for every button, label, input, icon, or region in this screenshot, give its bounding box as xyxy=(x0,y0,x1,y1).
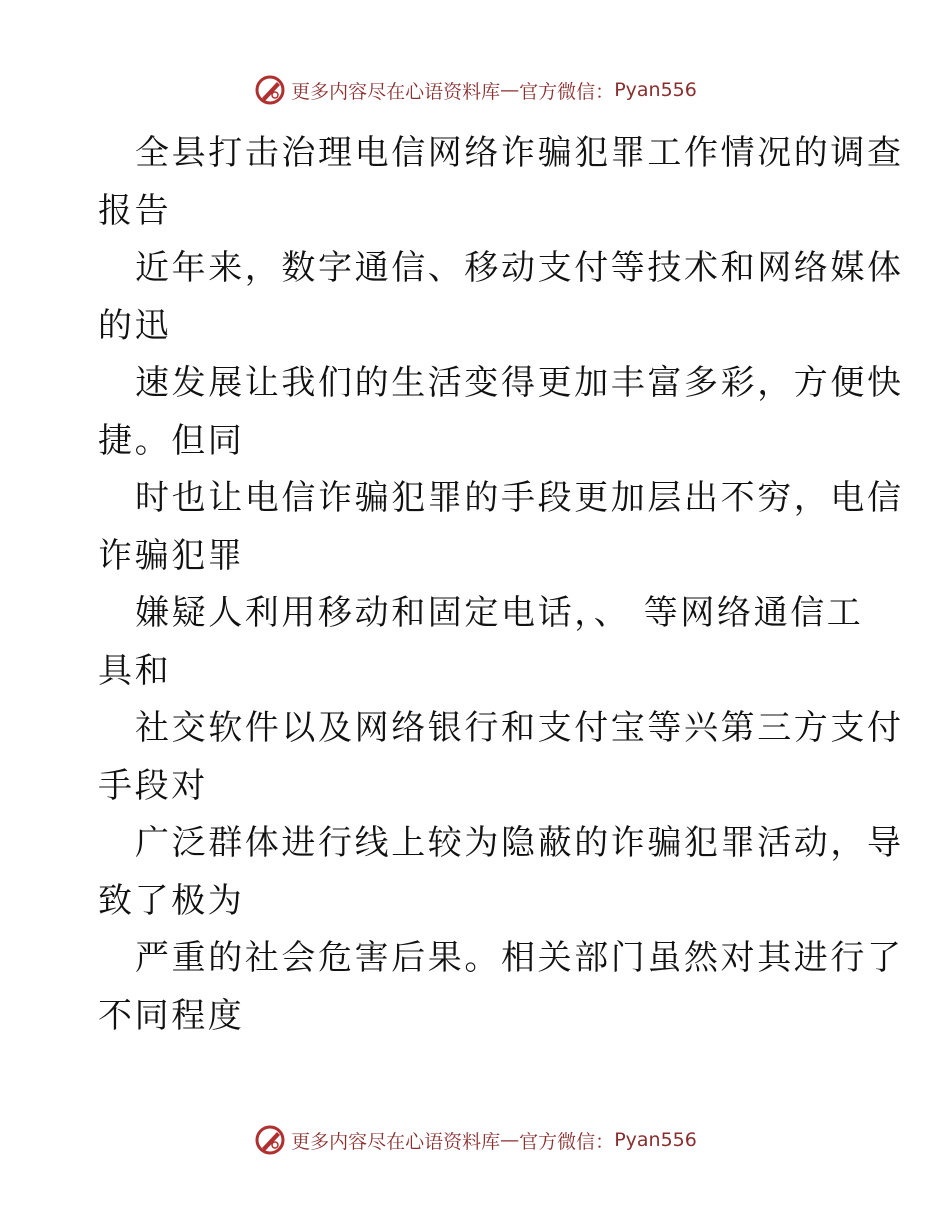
banner-text: 更多内容尽在心语资料库 xyxy=(291,80,501,103)
text-line: 广泛群体进行线上较为隐蔽的诈骗犯罪活动，导 xyxy=(135,823,904,863)
text-line: 严重的社会危害后果。相关部门虽然对其进行了 xyxy=(135,938,904,978)
banner-contact: 官方微信： xyxy=(519,1130,615,1153)
text-line: 具和 xyxy=(98,650,172,691)
pen-logo-icon xyxy=(253,1123,287,1157)
banner-wechat-id: Pyan556 xyxy=(614,79,697,101)
pen-logo-icon xyxy=(253,73,287,107)
text-line: 速发展让我们的生活变得更加丰富多彩，方便快 xyxy=(135,363,904,403)
text-line: 的迅 xyxy=(98,305,172,346)
text-line: 捷。但同 xyxy=(98,420,245,461)
banner-contact: 官方微信： xyxy=(519,80,615,103)
text-line: 嫌疑人利用移动和固定电话，、 等网络通信工 xyxy=(135,593,864,633)
text-line: 致了极为 xyxy=(98,880,245,921)
banner-separator: — xyxy=(500,1129,520,1151)
document-body xyxy=(98,125,904,1045)
text-line: 诈骗犯罪 xyxy=(98,535,245,576)
text-line: 全县打击治理电信网络诈骗犯罪工作情况的调查 xyxy=(135,133,904,173)
footer-banner xyxy=(0,1120,950,1160)
header-banner xyxy=(0,70,950,110)
text-line: 报告 xyxy=(98,190,172,231)
text-line: 近年来，数字通信、移动支付等技术和网络媒体 xyxy=(135,248,904,288)
text-line: 不同程度 xyxy=(98,995,245,1036)
text-line: 时也让电信诈骗犯罪的手段更加层出不穷，电信 xyxy=(135,478,904,518)
banner-separator: — xyxy=(500,79,520,101)
text-line: 手段对 xyxy=(98,765,208,806)
banner-wechat-id: Pyan556 xyxy=(614,1129,697,1151)
banner-text: 更多内容尽在心语资料库 xyxy=(291,1130,501,1153)
text-line: 社交软件以及网络银行和支付宝等兴第三方支付 xyxy=(135,708,904,748)
